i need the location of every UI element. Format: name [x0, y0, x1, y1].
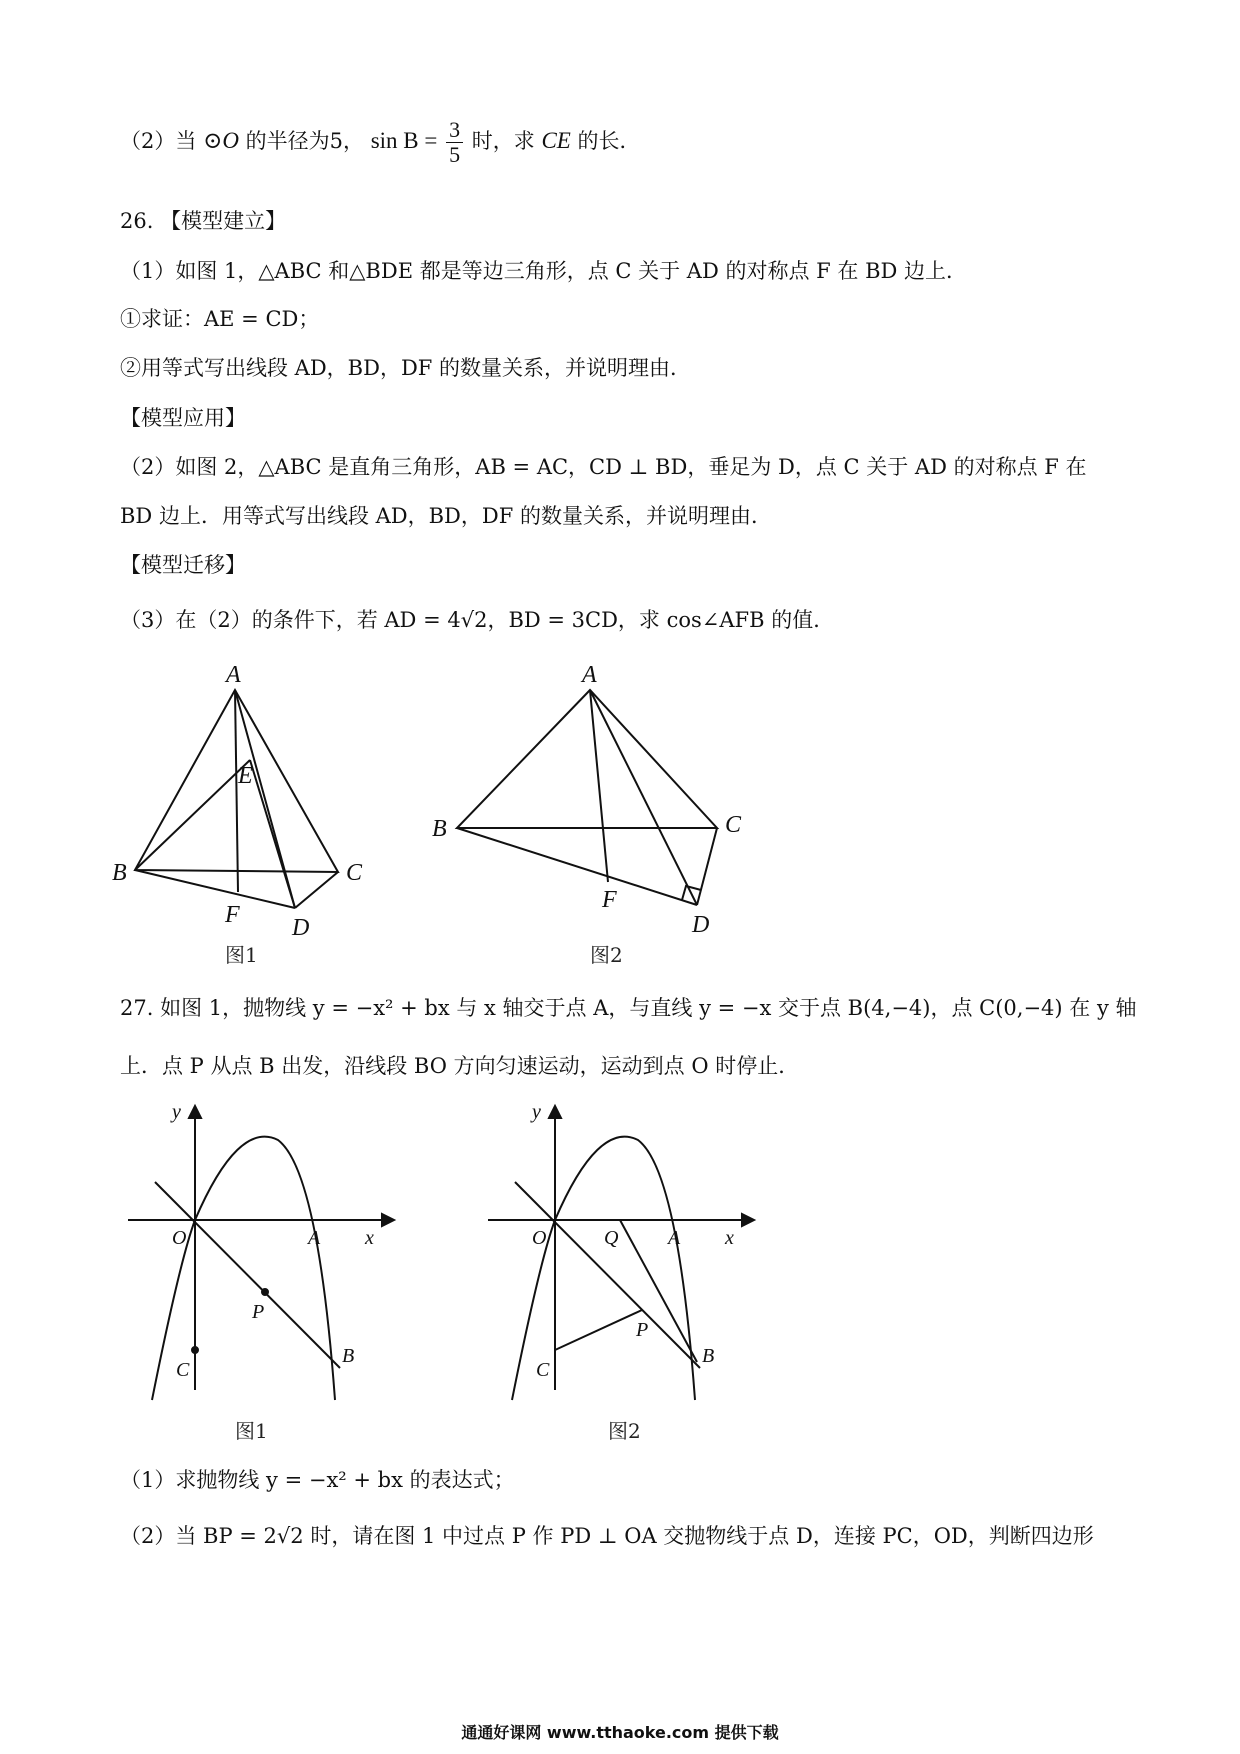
q27-fig1-label-b: B	[342, 1345, 355, 1367]
q26-part3: （3）在（2）的条件下，若 AD = 4√2，BD = 3CD，求 cos∠AFB 的值．	[120, 608, 835, 632]
q27-fig2-label-o: O	[532, 1227, 547, 1249]
q27-fig2-label-y: y	[532, 1101, 541, 1123]
fig1-label-d: D	[292, 915, 310, 941]
fig1-label-c: C	[346, 860, 363, 886]
q26-figure-2	[430, 660, 750, 970]
q27-figure-2	[480, 1100, 760, 1440]
fig2-label-b: B	[432, 816, 447, 842]
fig1-label-e: E	[238, 763, 253, 789]
q27-fig2-caption: 图2	[608, 1419, 641, 1440]
q26-part2b: BD 边上．用等式写出线段 AD，BD，DF 的数量关系，并说明理由．	[120, 504, 772, 528]
fig1-label-a: A	[226, 662, 241, 688]
q27-statement-1: 27. 如图 1，抛物线 y = −x² + bx 与 x 轴交于点 A，与直线 y = −x 交于点 B(4,−4)，点 C(0,−4) 在 y 轴	[120, 996, 1137, 1020]
fraction-3-5: $\frac{3}{5}$	[446, 118, 463, 167]
q26-fig1-caption: 图1	[225, 943, 258, 967]
q27-fig1-label-p: P	[252, 1301, 265, 1323]
q27-fig1-label-x: x	[365, 1227, 374, 1249]
q27-fig2-label-b: B	[702, 1345, 715, 1367]
q26-fig2-caption: 图2	[590, 943, 623, 967]
q26-part2: （2）如图 2，△ABC 是直角三角形，AB = AC，CD ⊥ BD，垂足为 D，点 C 关于 AD 的对称点 F 在	[120, 455, 1087, 479]
fig2-label-a: A	[582, 662, 597, 688]
q26-heading-apply: 【模型应用】	[120, 406, 246, 430]
q26-title: 26. 【模型建立】	[120, 209, 287, 233]
q27-fig2-label-p: P	[636, 1319, 649, 1341]
q27-fig1-label-a: A	[308, 1227, 321, 1249]
q26-part1a: ①求证：AE = CD；	[120, 307, 320, 331]
q27-figure-1	[120, 1100, 400, 1440]
q27-sub1: （1）求抛物线 y = −x² + bx 的表达式；	[120, 1468, 515, 1492]
q27-fig1-caption: 图1	[235, 1419, 268, 1440]
q26-part1: （1）如图 1，△ABC 和△BDE 都是等边三角形，点 C 关于 AD 的对称点 F 在 BD 边上．	[120, 259, 968, 283]
q25-part2: （2）当 ⊙O 的半径为5， sin B = $\frac{3}{5}$ 时，求 CE 的长．	[120, 117, 641, 168]
q27-statement-2: 上．点 P 从点 B 出发，沿线段 BO 方向匀速运动，运动到点 O 时停止．	[120, 1054, 800, 1078]
q27-fig2-label-x: x	[725, 1227, 734, 1249]
fig2-label-c: C	[725, 812, 742, 838]
fig1-label-f: F	[225, 902, 240, 928]
q27-fig2-label-q: Q	[604, 1227, 619, 1249]
q27-fig2-label-a: A	[668, 1227, 681, 1249]
circle-o-symbol: ⊙O	[203, 128, 239, 154]
page-footer: 通通好课网 www.tthaoke.com 提供下载	[461, 1723, 779, 1742]
fig2-label-f: F	[602, 887, 617, 913]
fig2-label-d: D	[692, 912, 710, 938]
fig1-label-b: B	[112, 860, 127, 886]
q26-heading-transfer: 【模型迁移】	[120, 553, 246, 577]
q27-fig1-label-o: O	[172, 1227, 187, 1249]
q26-part1b: ②用等式写出线段 AD，BD，DF 的数量关系，并说明理由．	[120, 356, 692, 380]
q27-fig1-label-c: C	[176, 1359, 190, 1381]
q26-figure-1	[100, 660, 400, 970]
q27-sub2: （2）当 BP = 2√2 时，请在图 1 中过点 P 作 PD ⊥ OA 交抛物线于点 D，连接 PC，OD，判断四边形	[120, 1524, 1094, 1548]
q27-fig2-label-c: C	[536, 1359, 550, 1381]
q27-fig1-label-y: y	[172, 1101, 181, 1123]
